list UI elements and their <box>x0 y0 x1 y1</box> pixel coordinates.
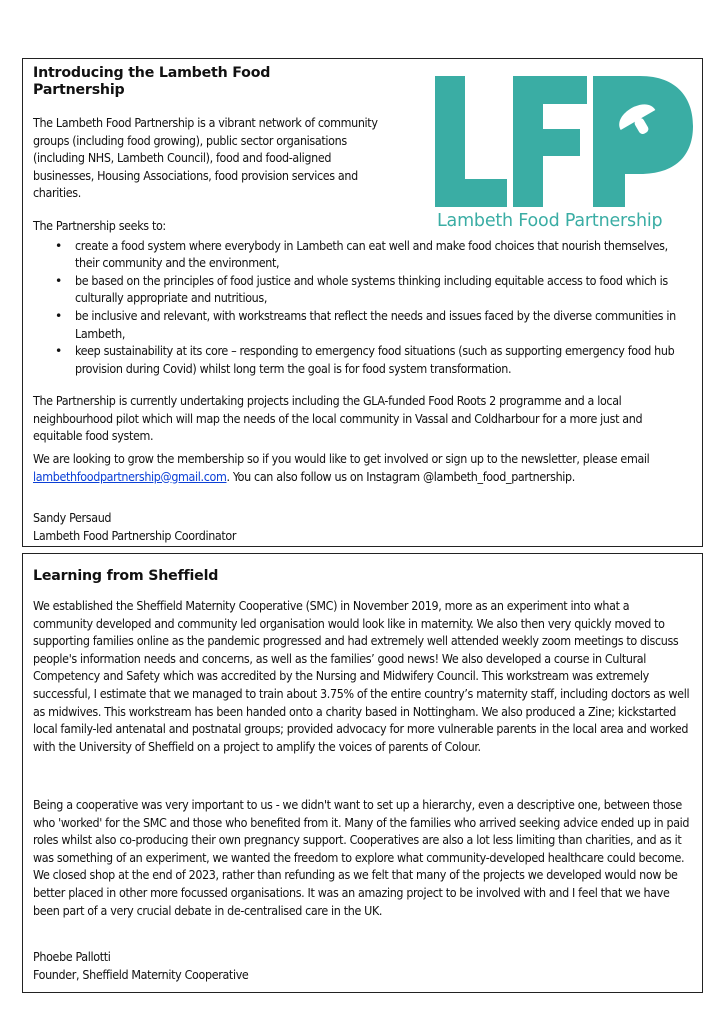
intro-line: businesses, Housing Associations, food provision services and <box>33 167 358 183</box>
sheffield-paragraph-1: We established the Sheffield Maternity Cooperative (SMC) in November 2019, more as an experiment into what a community developed and community led organisation would look like in maternity. We also then very quickly moved to supporting families online as the pandemic progressed and had extremely well attended weekly zoom meetings to discuss people's information needs and concerns, as well as the families’ good news! We also developed a course in Cultural Competency and Safety which was accredited by the Nursing and Midwifery Council. This workstream was extremely successful, I estimate that we managed to train about 3.75% of the entire country’s maternity staff, including doctors as well as midwives. This workstream has been handed onto a charity based in Nottingham. We also produced a Zine; kickstarted local family-led antenatal and postnatal groups; provided advocacy for more vulnerable parents in the local area and worked with the University of Sheffield on a project to amplify the voices of parents of Colour. <box>33 598 690 754</box>
bullet-icon: • <box>55 307 62 323</box>
sheffield-signature <box>33 948 692 983</box>
lambeth-membership <box>33 450 692 485</box>
projects-paragraph: The Partnership is currently undertaking projects including the GLA-funded Food Roots 2 programme and a local neighbourhood pilot which will map the needs of the local community in Vassal and Coldharbour for a more just and equitable food system. <box>33 393 643 444</box>
intro-line: The Lambeth Food Partnership is a vibrant network of community <box>33 115 378 130</box>
signature-role: Founder, Sheffield Maternity Cooperative <box>33 966 249 982</box>
lambeth-food-partnership-box <box>22 58 703 547</box>
logo-caption: Lambeth Food Partnership <box>437 211 663 229</box>
sheffield-para1 <box>33 597 692 755</box>
bullet-icon: • <box>55 272 62 288</box>
lambeth-title-line2: Partnership <box>33 82 125 98</box>
seeks-label: The Partnership seeks to: <box>33 218 166 233</box>
lambeth-signature <box>33 509 692 544</box>
lfp-logo <box>435 74 697 229</box>
lfp-letters <box>435 76 693 207</box>
lambeth-title-line1: Introducing the Lambeth Food <box>33 65 271 81</box>
lambeth-heading <box>33 65 433 99</box>
lambeth-projects <box>33 392 692 445</box>
aims-list <box>33 237 692 378</box>
signature-name: Sandy Persaud <box>33 510 112 525</box>
intro-line: charities. <box>33 185 81 201</box>
intro-line: (including NHS, Lambeth Council), food and food-aligned <box>33 150 332 166</box>
aim-item: • keep sustainability at its core – responding to emergency food situations (such as supporting emergency food hub provision during Covid) whilst long term the goal is for food system transformation. <box>55 343 675 376</box>
membership-paragraph: We are looking to grow the membership so if you would like to get involved or sign up to the newsletter, please email lambethfoodpartnership@gmail.com. You can also follow us on Instagram @lambeth_food_partnership. <box>33 451 650 484</box>
lambeth-aims <box>33 217 692 377</box>
aim-item: • be inclusive and relevant, with workstreams that reflect the needs and issues faced by the diverse communities in Lambeth, <box>55 307 676 341</box>
email-link[interactable]: lambethfoodpartnership@gmail.com <box>33 468 227 484</box>
signature-name: Phoebe Pallotti <box>33 949 111 964</box>
bullet-icon: • <box>55 343 62 359</box>
sheffield-title: Learning from Sheffield <box>33 568 219 584</box>
sheffield-heading <box>33 568 692 585</box>
lambeth-intro <box>33 114 433 202</box>
intro-line: groups (including food growing), public sector organisations <box>33 132 347 148</box>
sheffield-para2 <box>33 796 692 919</box>
aim-item: • create a food system where everybody in Lambeth can eat well and make food choices that nourish themselves, their community and the environment, <box>55 237 668 271</box>
sheffield-box <box>22 553 703 993</box>
sheffield-paragraph-2: Being a cooperative was very important to us - we didn't want to set up a hierarchy, even a descriptive one, between those who 'worked' for the SMC and those who benefited from it. Many of the families who arrived seeking advice ended up in paid roles whilst also co-producing their own pregnancy support. Cooperatives are also a lot less limiting than charities, and as it was something of an experiment, we wanted the freedom to explore what community-developed healthcare could become. We closed shop at the end of 2023, rather than refunding as we felt that many of the projects we developed would now be better placed in other more focussed organisations. It was an amazing project to be involved with and I feel that we have been part of a very crucial debate in de-centralised care in the UK. <box>33 797 690 918</box>
aim-item: • be based on the principles of food justice and whole systems thinking including equitable access to food which is culturally appropriate and nutritious, <box>55 272 668 306</box>
signature-role: Lambeth Food Partnership Coordinator <box>33 527 237 543</box>
bullet-icon: • <box>55 237 62 253</box>
